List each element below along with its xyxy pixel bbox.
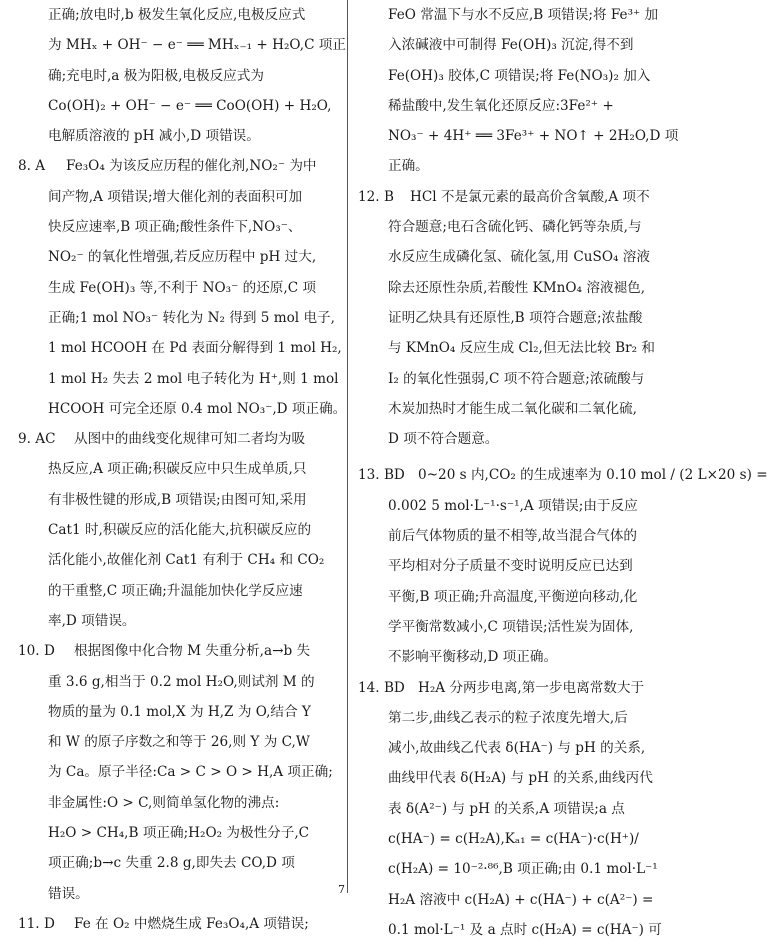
- text-line: 0.1 mol·L⁻¹ 及 a 点时 c(H₂A) = c(HA⁻) 可: [388, 921, 662, 938]
- text-line: H₂A 溶液中 c(H₂A) + c(HA⁻) + c(A²⁻) =: [388, 891, 654, 908]
- column-divider: [347, 0, 348, 893]
- text-line: 非金属性:O > C,则简单氢化物的沸点:: [48, 794, 280, 811]
- text-line: 平衡,B 项正确;升高温度,平衡逆向移动,化: [388, 588, 638, 605]
- item-number: 9. AC: [18, 431, 56, 448]
- left-column: [18, 0, 347, 939]
- text-line: 减小,故曲线乙代表 δ(HA⁻) 与 pH 的关系,: [388, 740, 646, 757]
- text-line: 除去还原性杂质,若酸性 KMnO₄ 溶液褪色,: [388, 279, 646, 296]
- text-line: 确;充电时,a 极为阳极,电极反应式为: [48, 67, 264, 84]
- text-line: 和 W 的原子序数之和等于 26,则 Y 为 C,W: [48, 734, 310, 751]
- text-line: FeO 常温下与水不反应,B 项错误;将 Fe³⁺ 加: [388, 7, 659, 23]
- text-line: H₂A 分两步电离,第一步电离常数大于: [418, 679, 645, 696]
- text-line: Fe 在 O₂ 中燃烧生成 Fe₃O₄,A 项错误;: [74, 915, 309, 932]
- text-line: 水反应生成磷化氢、硫化氢,用 CuSO₄ 溶液: [388, 249, 650, 266]
- text-line: 表 δ(A²⁻) 与 pH 的关系,A 项错误;a 点: [388, 800, 625, 817]
- answer-item-8: [18, 151, 347, 424]
- text-line: H₂O > CH₄,B 项正确;H₂O₂ 为极性分子,C: [48, 825, 310, 842]
- text-line: 物质的量为 0.1 mol,X 为 H,Z 为 O,结合 Y: [48, 703, 311, 720]
- answer-item-12: [358, 182, 674, 455]
- text-line: 错误。: [48, 885, 89, 902]
- answer-item-9: [18, 424, 340, 636]
- text-line: 曲线甲代表 δ(H₂A) 与 pH 的关系,曲线丙代: [388, 770, 653, 787]
- item-number: 8. A: [18, 158, 46, 175]
- q7-continuation: [18, 0, 346, 151]
- text-line: 从图中的曲线变化规律可知二者均为吸: [74, 431, 306, 448]
- text-line: Cat1 时,积碳反应的活化能大,抗积碳反应的: [48, 522, 312, 539]
- text-line: 活化能小,故催化剂 Cat1 有利于 CH₄ 和 CO₂: [48, 552, 325, 569]
- item-number: 11. D: [18, 915, 55, 932]
- text-line: HCl 不是氯元素的最高价含氧酸,A 项不: [410, 188, 650, 205]
- text-line: 前后气体物质的量不相等,故当混合气体的: [388, 528, 638, 545]
- text-line: c(H₂A) = 10⁻²·⁸⁶,B 项正确;由 0.1 mol·L⁻¹: [388, 861, 658, 878]
- text-line: 项正确;b→c 失重 2.8 g,即失去 CO,D 项: [48, 855, 295, 872]
- text-line: 率,D 项错误。: [48, 612, 136, 629]
- text-line: 0~20 s 内,CO₂ 的生成速率为 0.10 mol / (2 L×20 s) =: [418, 467, 768, 484]
- text-line: 电解质溶液的 pH 减小,D 项错误。: [48, 128, 260, 145]
- item-number: 10. D: [18, 643, 55, 660]
- text-line: 快反应速率,B 项正确;酸性条件下,NO₃⁻、: [48, 219, 302, 236]
- right-column: [358, 0, 768, 945]
- text-line: 的干重整,C 项正确;升温能加快化学反应速: [48, 582, 303, 599]
- text-line: Co(OH)₂ + OH⁻ − e⁻ ══ CoO(OH) + H₂O,: [48, 97, 332, 114]
- text-line: 为 MHₓ + OH⁻ − e⁻ ══ MHₓ₋₁ + H₂O,C 项正: [48, 37, 346, 54]
- text-line: 1 mol HCOOH 在 Pd 表面分解得到 1 mol H₂,: [48, 340, 342, 357]
- text-line: 生成 Fe(OH)₃ 等,不利于 NO₃⁻ 的还原,C 项: [48, 279, 317, 296]
- page-number: 7: [338, 883, 345, 896]
- q11-continuation: [358, 0, 679, 182]
- text-line: 符合题意;电石含硫化钙、磷化钙等杂质,与: [388, 219, 642, 236]
- text-line: 为 Ca。原子半径:Ca > C > O > H,A 项正确;: [48, 764, 333, 781]
- item-number: 13. BD: [358, 467, 405, 484]
- text-line: 平均相对分子质量不变时说明反应已达到: [388, 558, 633, 575]
- text-line: 不影响平衡移动,D 项正确。: [388, 649, 558, 666]
- text-line: Fe(OH)₃ 胶体,C 项错误;将 Fe(NO₃)₂ 加入: [388, 67, 651, 84]
- answer-item-14: [358, 673, 674, 945]
- text-line: 热反应,A 项正确;积碳反应中只生成单质,只: [48, 461, 307, 478]
- text-line: 0.002 5 mol·L⁻¹·s⁻¹,A 项错误;由于反应: [388, 497, 638, 514]
- text-line: Fe₃O₄ 为该反应历程的催化剂,NO₂⁻ 为中: [66, 158, 317, 175]
- text-line: 与 KMnO₄ 反应生成 Cl₂,但无法比较 Br₂ 和: [388, 340, 656, 357]
- text-line: 正确;1 mol NO₃⁻ 转化为 N₂ 得到 5 mol 电子,: [48, 309, 335, 326]
- text-line: 有非极性键的形成,B 项错误;由图可知,采用: [48, 491, 307, 508]
- text-line: 1 mol H₂ 失去 2 mol 电子转化为 H⁺,则 1 mol: [48, 370, 339, 387]
- text-line: c(HA⁻) = c(H₂A),Kₐ₁ = c(HA⁻)·c(H⁺)/: [388, 831, 639, 848]
- text-line: HCOOH 可完全还原 0.4 mol NO₃⁻,D 项正确。: [48, 400, 347, 417]
- answer-item-10: [18, 636, 340, 909]
- item-number: 12. B: [358, 188, 394, 205]
- item-number: 14. BD: [358, 679, 405, 696]
- text-line: 学平衡常数减小,C 项错误;活性炭为固体,: [388, 618, 634, 635]
- text-line: 证明乙炔具有还原性,B 项符合题意;浓盐酸: [388, 309, 643, 326]
- answer-item-13: [358, 460, 768, 672]
- text-line: 正确。: [388, 158, 429, 175]
- text-line: 间产物,A 项错误;增大催化剂的表面积可加: [48, 188, 303, 205]
- text-line: D 项不符合题意。: [388, 431, 499, 448]
- text-line: NO₂⁻ 的氧化性增强,若反应历程中 pH 过大,: [48, 249, 317, 266]
- text-line: 稀盐酸中,发生氧化还原反应:3Fe²⁺ +: [388, 97, 614, 114]
- answer-item-11: [18, 909, 340, 939]
- text-line: 入浓碱液中可制得 Fe(OH)₃ 沉淀,得不到: [388, 37, 634, 54]
- text-line: 正确;放电时,b 极发生氧化反应,电极反应式: [48, 7, 306, 23]
- text-line: I₂ 的氧化性强弱,C 项不符合题意;浓硫酸与: [388, 370, 645, 387]
- text-line: 根据图像中化合物 M 失重分析,a→b 失: [74, 643, 311, 660]
- text-line: NO₃⁻ + 4H⁺ ══ 3Fe³⁺ + NO↑ + 2H₂O,D 项: [388, 128, 679, 145]
- text-line: 木炭加热时才能生成二氧化碳和二氧化硫,: [388, 400, 638, 417]
- text-line: 重 3.6 g,相当于 0.2 mol H₂O,则试剂 M 的: [48, 673, 315, 690]
- text-line: 第二步,曲线乙表示的粒子浓度先增大,后: [388, 709, 628, 726]
